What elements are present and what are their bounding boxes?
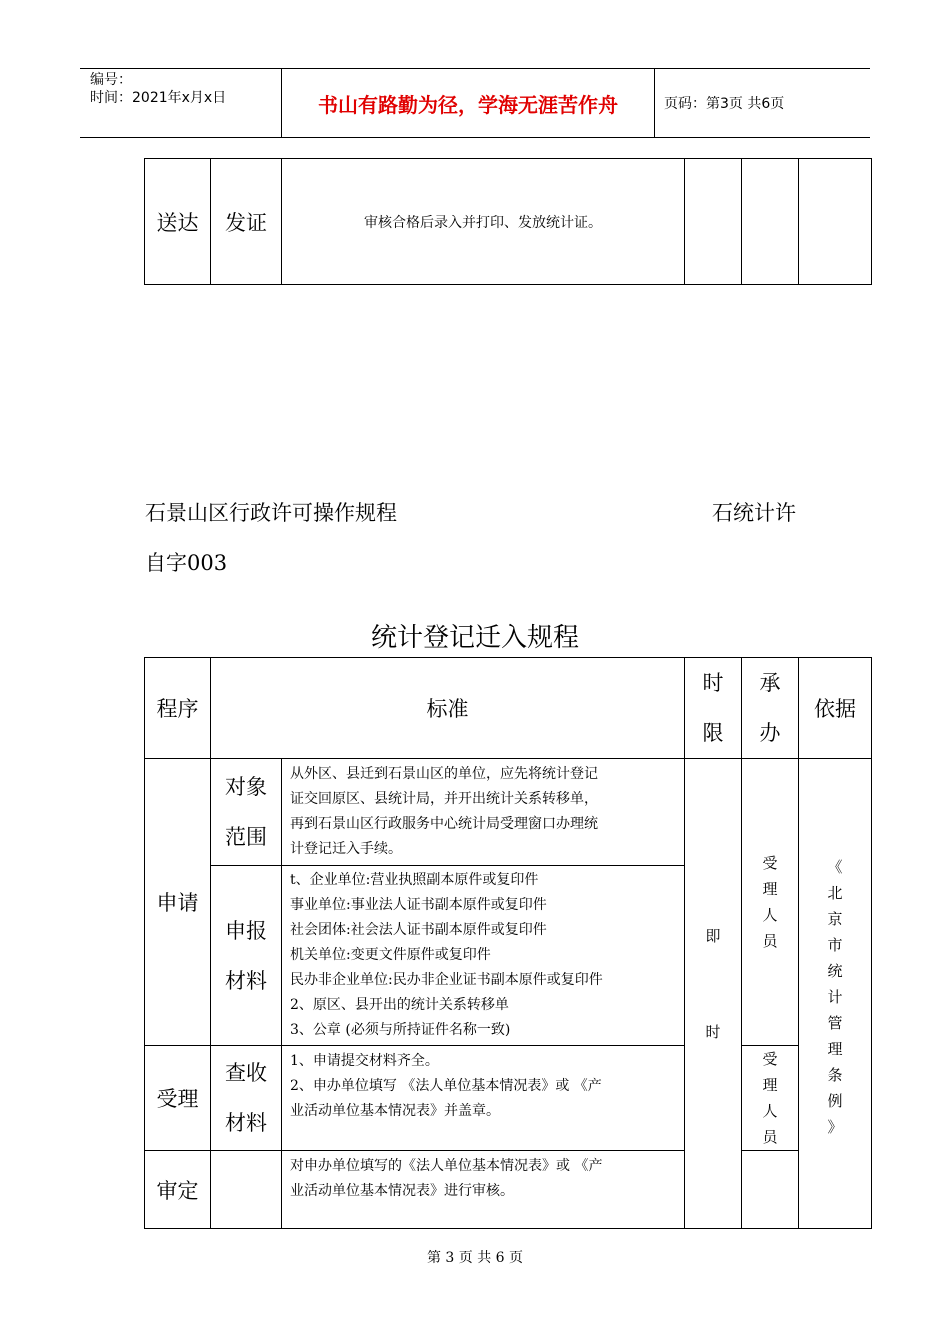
handler-char: 员: [762, 932, 778, 950]
header-time-limit-2: 限: [702, 721, 724, 745]
handler-char: 人: [762, 906, 778, 924]
handler-char: 员: [762, 1128, 778, 1146]
page-header: [80, 68, 870, 138]
basis-char: 例: [827, 1092, 843, 1110]
time-label: 时间：2021年x月x日: [90, 90, 227, 106]
page-footer: 第 3 页 共 6 页: [426, 1250, 524, 1266]
header-meta: [80, 69, 282, 137]
step-check-2: 材料: [225, 1111, 267, 1135]
header-standard: 标准: [211, 658, 685, 759]
materials-line: 社会团体:社会法人证书副本原件或复印件: [290, 922, 547, 938]
top-empty-cell: [742, 159, 799, 285]
basis-char: 管: [827, 1014, 843, 1032]
top-step-label: 发证: [211, 159, 282, 285]
stage-apply: 申请: [145, 759, 211, 1046]
materials-line: 事业单位:事业法人证书副本原件或复印件: [290, 897, 547, 913]
top-stage-label: 送达: [145, 159, 211, 285]
doc-code-part1: 石统计许: [712, 501, 796, 525]
scope-text-line: 从外区、县迁到石景山区的单位，应先将统计登记: [290, 766, 598, 782]
time-limit-cell: [685, 759, 742, 1229]
doc-code-part2: 自字003: [145, 551, 228, 575]
empty-cell: [742, 1151, 799, 1229]
time-limit-char: 时: [705, 1022, 721, 1041]
table-row: [145, 1151, 872, 1229]
table-row: [145, 759, 872, 866]
accept-text-line: 2、申办单位填写 《法人单位基本情况表》或 《产: [290, 1078, 602, 1094]
main-table: [144, 657, 872, 1229]
header-time-limit: [685, 658, 742, 759]
basis-char: 《: [827, 858, 843, 876]
top-empty-cell: [685, 159, 742, 285]
basis-char: 计: [827, 988, 843, 1006]
materials-line: 民办非企业单位:民办非企业证书副本原件或复印件: [290, 972, 603, 988]
step-materials-2: 材料: [225, 968, 267, 993]
number-label: 编号：: [90, 72, 132, 88]
handler-cell-b: [742, 1046, 799, 1151]
handler-char: 理: [762, 1076, 778, 1094]
header-time-limit-1: 时: [702, 671, 724, 695]
step-check: [211, 1046, 282, 1151]
handler-char: 人: [762, 1102, 778, 1120]
materials-line: 3、公章 (必须与所持证件名称一致): [290, 1022, 511, 1038]
stage-accept: 受理: [145, 1046, 211, 1151]
step-materials: [211, 866, 282, 1046]
header-handler-2: 办: [759, 721, 781, 745]
basis-char: 》: [827, 1118, 843, 1136]
scope-text: [282, 759, 685, 866]
basis-char: 京: [827, 910, 843, 928]
header-basis: 依据: [799, 658, 872, 759]
step-materials-1: 申报: [225, 918, 267, 943]
handler-char: 理: [762, 880, 778, 898]
review-text-line: 业活动单位基本情况表》进行审核。: [290, 1183, 514, 1199]
table-header-row: [145, 658, 872, 759]
handler-cell-a: [742, 759, 799, 1046]
stage-review: 审定: [145, 1151, 211, 1229]
materials-text: [282, 866, 685, 1046]
basis-char: 理: [827, 1040, 843, 1058]
materials-line: t、企业单位:营业执照副本原件或复印件: [290, 872, 539, 888]
header-motto: 书山有路勤为径，学海无涯苦作舟: [282, 69, 655, 137]
accept-text-line: 1、申请提交材料齐全。: [290, 1053, 439, 1069]
time-limit-char: 即: [705, 926, 721, 945]
accept-text: [282, 1046, 685, 1151]
materials-line: 2、原区、县开出的统计关系转移单: [290, 997, 509, 1013]
doc-title-line: 石景山区行政许可操作规程: [145, 501, 397, 525]
step-check-1: 查收: [225, 1061, 267, 1085]
top-content: 审核合格后录入并打印、发放统计证。: [282, 159, 685, 285]
step-scope-1: 对象: [225, 775, 267, 799]
handler-char: 受: [762, 1050, 778, 1068]
scope-text-line: 计登记迁入手续。: [290, 841, 402, 857]
review-text-line: 对申办单位填写的《法人单位基本情况表》或 《产: [290, 1158, 603, 1174]
top-empty-cell: [799, 159, 872, 285]
header-page-number: 页码：第3页 共6页: [664, 96, 785, 112]
basis-char: 北: [827, 884, 843, 902]
step-scope-2: 范围: [225, 825, 267, 849]
basis-char: 统: [827, 962, 843, 980]
basis-cell: [799, 759, 872, 1229]
materials-line: 机关单位:变更文件原件或复印件: [290, 947, 491, 963]
header-program: 程序: [145, 658, 211, 759]
main-title: 统计登记迁入规程: [370, 623, 579, 653]
empty-cell: [211, 1151, 282, 1229]
header-handler: [742, 658, 799, 759]
handler-char: 受: [762, 854, 778, 872]
scope-text-line: 再到石景山区行政服务中心统计局受理窗口办理统: [290, 816, 598, 832]
header-handler-1: 承: [759, 671, 781, 695]
top-table: [144, 158, 872, 285]
basis-char: 条: [827, 1066, 843, 1084]
table-row: [145, 1046, 872, 1151]
basis-char: 市: [827, 936, 843, 954]
accept-text-line: 业活动单位基本情况表》并盖章。: [290, 1103, 500, 1119]
step-scope: [211, 759, 282, 866]
review-text: [282, 1151, 685, 1229]
scope-text-line: 证交回原区、县统计局，并开出统计关系转移单，: [290, 791, 598, 807]
